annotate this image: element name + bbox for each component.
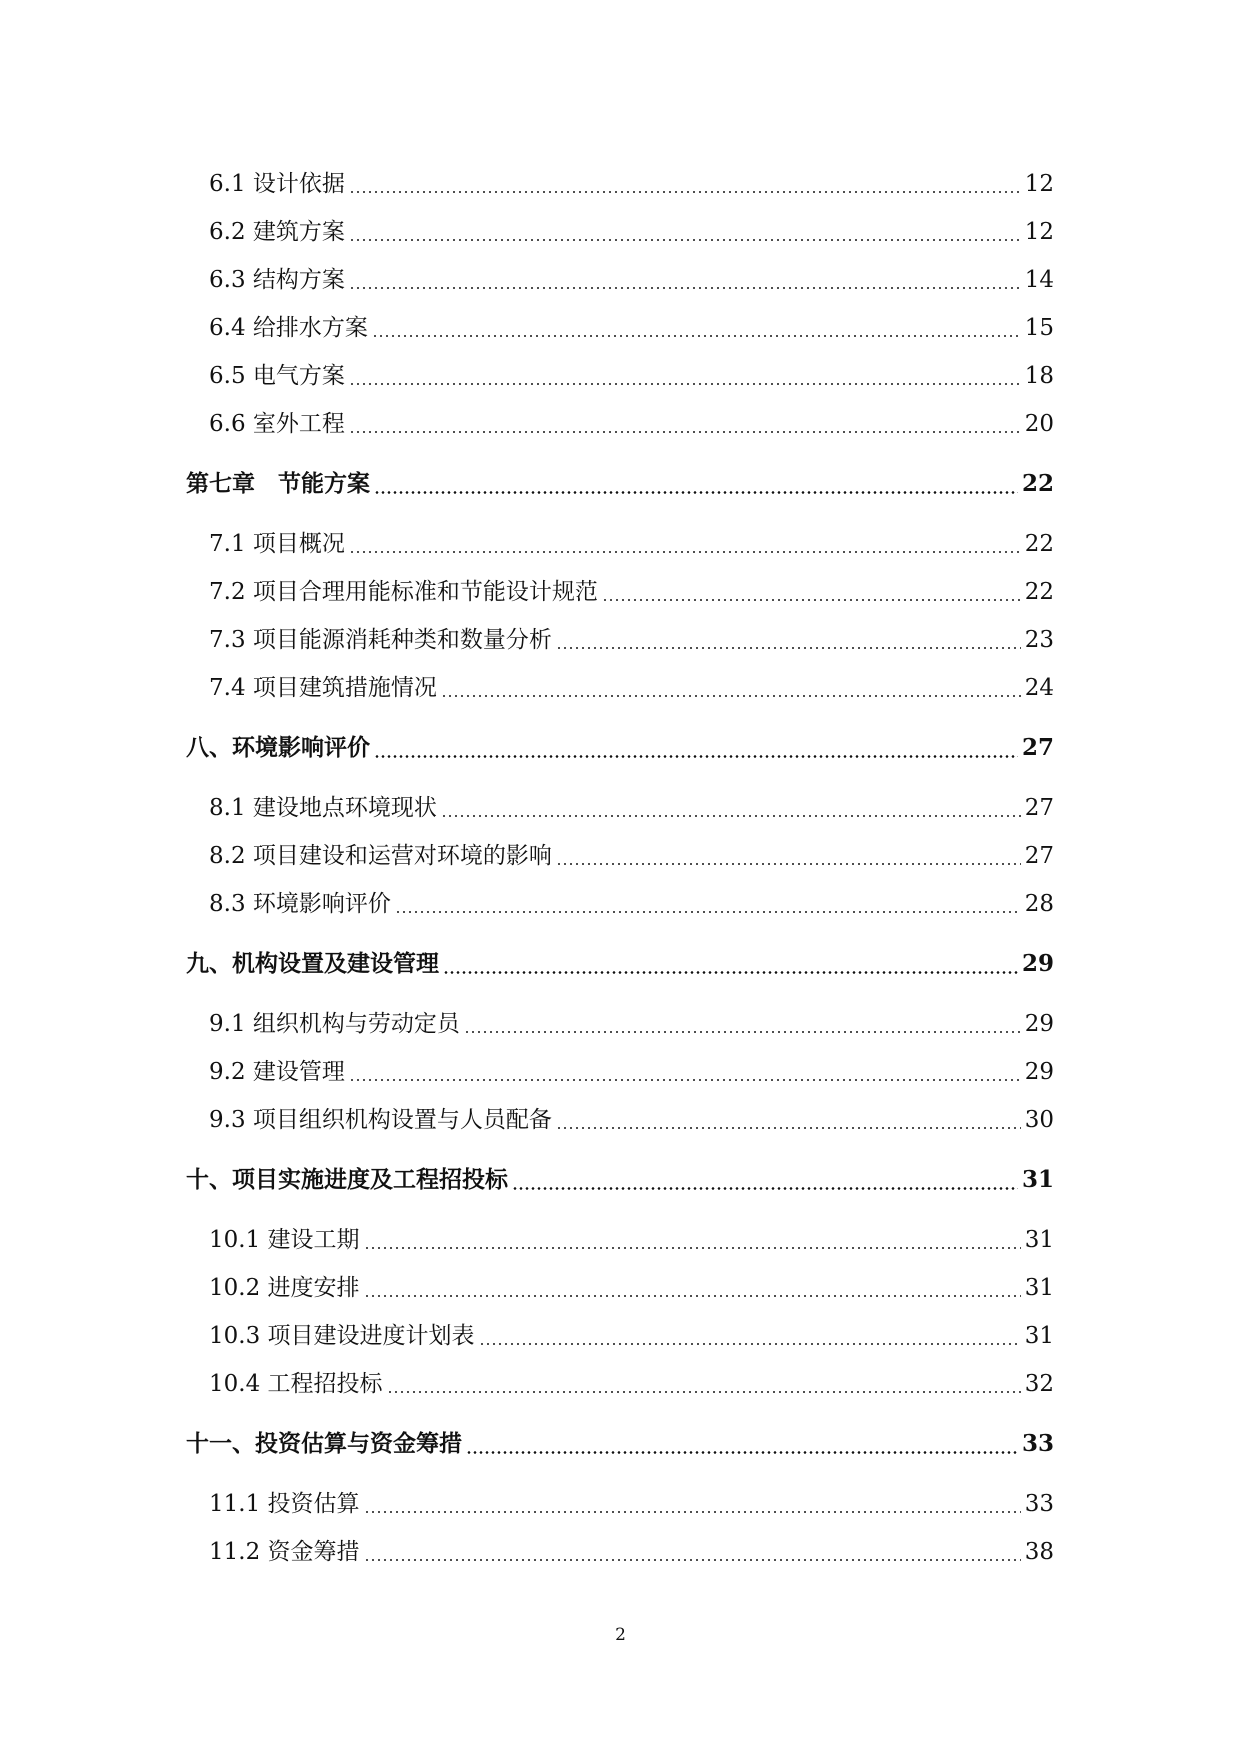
toc-entry-title: 7.2 项目合理用能标准和节能设计规范 xyxy=(209,579,598,605)
toc-entry-title: 8.3 环境影响评价 xyxy=(209,891,391,917)
toc-entry-title: 7.3 项目能源消耗种类和数量分析 xyxy=(209,627,552,653)
toc-section-entry[interactable] xyxy=(186,664,1054,712)
toc-entry-page: 27 xyxy=(1021,734,1054,761)
toc-section-entry[interactable] xyxy=(186,1528,1054,1576)
toc-chapter-entry[interactable] xyxy=(186,724,1054,772)
toc-dot-leader xyxy=(349,287,1021,289)
toc-dot-leader xyxy=(372,335,1021,337)
toc-dot-leader xyxy=(349,239,1021,241)
toc-entry-title: 6.1 设计依据 xyxy=(209,171,345,197)
toc-section-entry[interactable] xyxy=(186,616,1054,664)
toc-dot-leader xyxy=(556,647,1021,649)
toc-entry-page: 31 xyxy=(1024,1227,1054,1253)
toc-entry-page: 28 xyxy=(1024,891,1054,917)
toc-section-entry[interactable] xyxy=(186,520,1054,568)
toc-entry-title: 8.2 项目建设和运营对环境的影响 xyxy=(209,843,552,869)
toc-entry-title: 6.2 建筑方案 xyxy=(209,219,345,245)
toc-entry-title: 第七章 节能方案 xyxy=(186,470,370,497)
toc-section-entry[interactable] xyxy=(186,1480,1054,1528)
toc-dot-leader xyxy=(395,911,1021,913)
toc-entry-page: 20 xyxy=(1024,411,1054,437)
toc-dot-leader xyxy=(602,599,1021,601)
toc-entry-page: 22 xyxy=(1021,470,1054,497)
toc-entry-title: 9.2 建设管理 xyxy=(209,1059,345,1085)
toc-entry-page: 38 xyxy=(1024,1539,1054,1565)
toc-dot-leader xyxy=(349,383,1021,385)
toc-entry-title: 9.3 项目组织机构设置与人员配备 xyxy=(209,1107,552,1133)
toc-entry-page: 27 xyxy=(1024,843,1054,869)
toc-entry-page: 15 xyxy=(1024,315,1054,341)
toc-section-entry[interactable] xyxy=(186,1048,1054,1096)
toc-entry-title: 6.4 给排水方案 xyxy=(209,315,368,341)
toc-entry-title: 十一、投资估算与资金筹措 xyxy=(186,1430,462,1457)
toc-entry-title: 10.1 建设工期 xyxy=(209,1227,360,1253)
toc-dot-leader xyxy=(466,1451,1018,1454)
toc-entry-page: 31 xyxy=(1021,1166,1054,1193)
toc-entry-page: 29 xyxy=(1021,950,1054,977)
toc-section-entry[interactable] xyxy=(186,160,1054,208)
toc-entry-page: 18 xyxy=(1024,363,1054,389)
toc-entry-page: 32 xyxy=(1024,1371,1054,1397)
toc-entry-page: 12 xyxy=(1024,219,1054,245)
toc-entry-title: 7.4 项目建筑措施情况 xyxy=(209,675,437,701)
toc-section-entry[interactable] xyxy=(186,256,1054,304)
toc-dot-leader xyxy=(364,1559,1021,1561)
toc-entry-title: 十、项目实施进度及工程招投标 xyxy=(186,1166,508,1193)
toc-entry-page: 33 xyxy=(1024,1491,1054,1517)
toc-entry-title: 6.5 电气方案 xyxy=(209,363,345,389)
toc-entry-title: 10.2 进度安排 xyxy=(209,1275,360,1301)
toc-section-entry[interactable] xyxy=(186,400,1054,448)
toc-entry-title: 10.4 工程招投标 xyxy=(209,1371,383,1397)
toc-chapter-entry[interactable] xyxy=(186,1420,1054,1468)
toc-dot-leader xyxy=(464,1031,1021,1033)
toc-entry-page: 31 xyxy=(1024,1275,1054,1301)
toc-dot-leader xyxy=(364,1511,1021,1513)
toc-entry-title: 9.1 组织机构与劳动定员 xyxy=(209,1011,460,1037)
toc-entry-page: 22 xyxy=(1024,531,1054,557)
toc-entry-page: 29 xyxy=(1024,1011,1054,1037)
toc-entry-page: 27 xyxy=(1024,795,1054,821)
toc-dot-leader xyxy=(441,815,1021,817)
toc-entry-page: 22 xyxy=(1024,579,1054,605)
toc-section-entry[interactable] xyxy=(186,1360,1054,1408)
toc-dot-leader xyxy=(349,551,1021,553)
toc-entry-title: 11.1 投资估算 xyxy=(209,1491,360,1517)
toc-dot-leader xyxy=(364,1247,1021,1249)
toc-chapter-entry[interactable] xyxy=(186,940,1054,988)
toc-section-entry[interactable] xyxy=(186,784,1054,832)
toc-entry-title: 10.3 项目建设进度计划表 xyxy=(209,1323,475,1349)
toc-section-entry[interactable] xyxy=(186,1000,1054,1048)
toc-dot-leader xyxy=(364,1295,1021,1297)
toc-entry-page: 30 xyxy=(1024,1107,1054,1133)
page-number: 2 xyxy=(615,1625,626,1645)
toc-dot-leader xyxy=(479,1343,1021,1345)
toc-dot-leader xyxy=(556,863,1021,865)
toc-dot-leader xyxy=(374,755,1018,758)
toc-section-entry[interactable] xyxy=(186,1264,1054,1312)
toc-section-entry[interactable] xyxy=(186,568,1054,616)
table-of-contents xyxy=(186,160,1054,1576)
toc-dot-leader xyxy=(443,971,1018,974)
toc-entry-page: 23 xyxy=(1024,627,1054,653)
toc-entry-title: 7.1 项目概况 xyxy=(209,531,345,557)
toc-dot-leader xyxy=(349,191,1021,193)
toc-dot-leader xyxy=(349,1079,1021,1081)
toc-dot-leader xyxy=(387,1391,1021,1393)
toc-section-entry[interactable] xyxy=(186,1096,1054,1144)
toc-chapter-entry[interactable] xyxy=(186,460,1054,508)
toc-entry-page: 33 xyxy=(1021,1430,1054,1457)
toc-dot-leader xyxy=(374,491,1018,494)
toc-dot-leader xyxy=(441,695,1021,697)
toc-entry-page: 29 xyxy=(1024,1059,1054,1085)
toc-dot-leader xyxy=(556,1127,1021,1129)
toc-entry-title: 8.1 建设地点环境现状 xyxy=(209,795,437,821)
toc-section-entry[interactable] xyxy=(186,880,1054,928)
toc-entry-page: 31 xyxy=(1024,1323,1054,1349)
toc-dot-leader xyxy=(349,431,1021,433)
toc-entry-title: 6.3 结构方案 xyxy=(209,267,345,293)
toc-chapter-entry[interactable] xyxy=(186,1156,1054,1204)
toc-entry-title: 九、机构设置及建设管理 xyxy=(186,950,439,977)
toc-entry-page: 24 xyxy=(1024,675,1054,701)
toc-dot-leader xyxy=(512,1187,1018,1190)
toc-section-entry[interactable] xyxy=(186,1312,1054,1360)
toc-section-entry[interactable] xyxy=(186,304,1054,352)
toc-section-entry[interactable] xyxy=(186,352,1054,400)
toc-entry-page: 12 xyxy=(1024,171,1054,197)
toc-section-entry[interactable] xyxy=(186,1216,1054,1264)
toc-section-entry[interactable] xyxy=(186,832,1054,880)
toc-entry-page: 14 xyxy=(1024,267,1054,293)
toc-entry-title: 11.2 资金筹措 xyxy=(209,1539,360,1565)
toc-entry-title: 6.6 室外工程 xyxy=(209,411,345,437)
toc-section-entry[interactable] xyxy=(186,208,1054,256)
toc-entry-title: 八、环境影响评价 xyxy=(186,734,370,761)
